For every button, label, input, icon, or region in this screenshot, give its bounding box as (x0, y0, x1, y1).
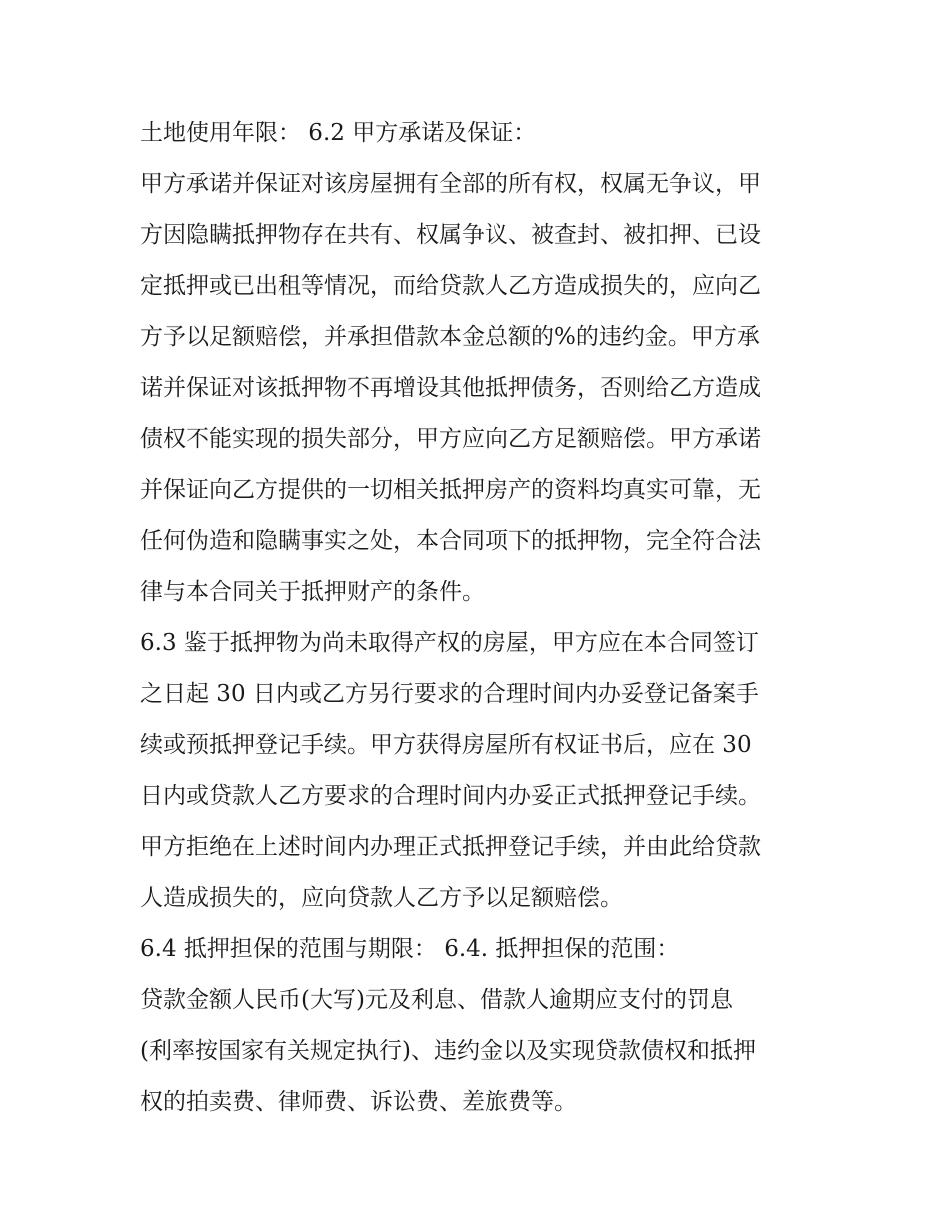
text-line: 续或预抵押登记手续。甲方获得房屋所有权证书后，应在 30 (140, 732, 752, 758)
text-line: 任何伪造和隐瞒事实之处，本合同项下的抵押物，完全符合法 (140, 528, 761, 554)
text-line: 方因隐瞒抵押物存在共有、权属争议、被查封、被扣押、已设 (140, 222, 761, 248)
text-line: 甲方承诺并保证对该房屋拥有全部的所有权，权属无争议，甲 (140, 171, 761, 197)
text-line: 债权不能实现的损失部分，甲方应向乙方足额赔偿。甲方承诺 (140, 426, 761, 452)
text-line: 6.3 鉴于抵押物为尚未取得产权的房屋，甲方应在本合同签订 (140, 630, 759, 656)
text-line: 之日起 30 日内或乙方另行要求的合理时间内办妥登记备案手 (140, 681, 759, 707)
text-line: 定抵押或已出租等情况，而给贷款人乙方造成损失的，应向乙 (140, 273, 761, 299)
text-line: 人造成损失的，应向贷款人乙方予以足额赔偿。 (140, 885, 623, 911)
text-line: 诺并保证对该抵押物不再增设其他抵押债务，否则给乙方造成 (140, 375, 761, 401)
text-line: 甲方拒绝在上述时间内办理正式抵押登记手续，并由此给贷款 (140, 834, 761, 860)
text-line: 权的拍卖费、律师费、诉讼费、差旅费等。 (140, 1089, 577, 1115)
text-line: 律与本合同关于抵押财产的条件。 (140, 579, 485, 605)
text-line: 6.4 抵押担保的范围与期限： 6.4. 抵押担保的范围： (140, 936, 680, 962)
text-line: 方予以足额赔偿，并承担借款本金总额的%的违约金。甲方承 (140, 324, 760, 350)
text-line: 并保证向乙方提供的一切相关抵押房产的资料均真实可靠，无 (140, 477, 761, 503)
text-line: (利率按国家有关规定执行)、违约金以及实现贷款债权和抵押 (140, 1038, 756, 1064)
document-body (140, 108, 820, 1128)
text-line: 日内或贷款人乙方要求的合理时间内办妥正式抵押登记手续。 (140, 783, 761, 809)
text-line: 土地使用年限： 6.2 甲方承诺及保证： (140, 120, 537, 146)
text-line: 贷款金额人民币(大写)元及利息、借款人逾期应支付的罚息 (140, 987, 733, 1013)
